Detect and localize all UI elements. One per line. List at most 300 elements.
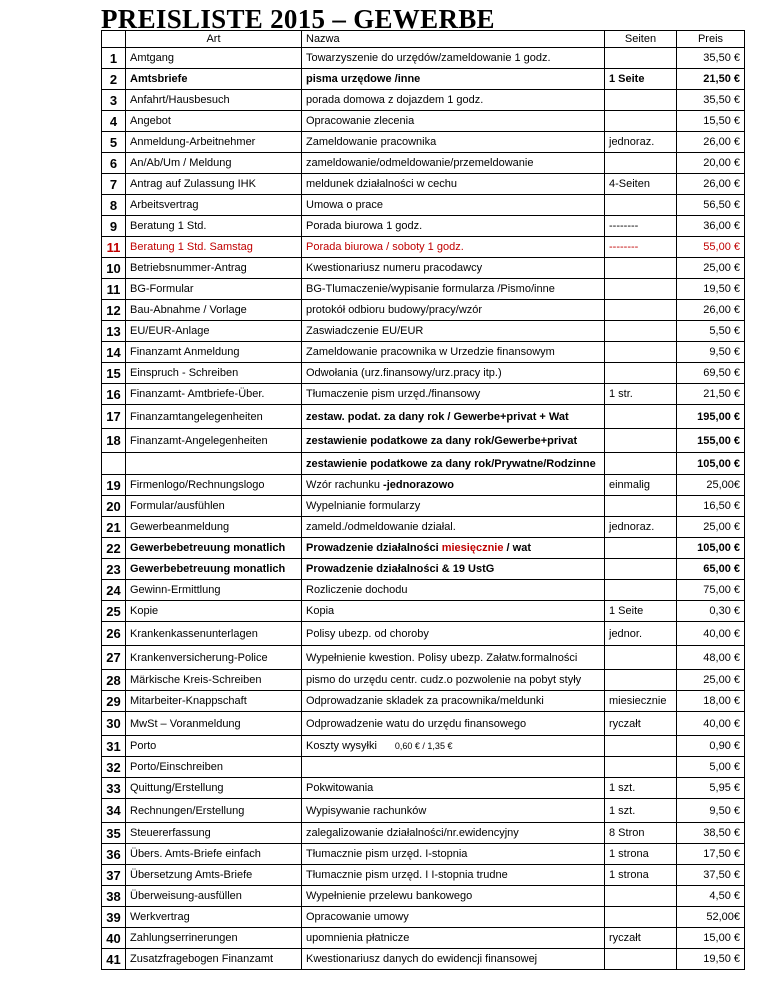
- row-preis: 17,50 €: [677, 844, 745, 865]
- row-nazwa: [302, 258, 605, 279]
- row-art: Mitarbeiter-Knappschaft: [126, 691, 302, 712]
- row-art: MwSt – Voranmeldung: [126, 712, 302, 736]
- row-seiten: [605, 907, 677, 928]
- nazwa-text: Odprowadzenie watu do urzędu finansowego: [306, 717, 527, 730]
- row-number: 12: [102, 300, 126, 321]
- table-row: [102, 712, 745, 736]
- row-preis: 26,00 €: [677, 174, 745, 195]
- table-row: [102, 799, 745, 823]
- row-seiten: [605, 342, 677, 363]
- table-row: [102, 691, 745, 712]
- row-seiten: [605, 429, 677, 453]
- row-preis: 5,00 €: [677, 757, 745, 778]
- row-nazwa: [302, 429, 605, 453]
- row-preis: 69,50 €: [677, 363, 745, 384]
- table-row: [102, 195, 745, 216]
- row-seiten: jednor.: [605, 622, 677, 646]
- row-seiten: 1 strona: [605, 844, 677, 865]
- nazwa-text: upomnienia płatnicze: [306, 932, 410, 944]
- price-table: [101, 30, 745, 970]
- table-row: [102, 646, 745, 670]
- row-preis: 20,00 €: [677, 153, 745, 174]
- row-seiten: [605, 279, 677, 300]
- row-nazwa: [302, 174, 605, 195]
- header-num: [102, 31, 126, 48]
- table-row: [102, 111, 745, 132]
- nazwa-text: Odprowadzanie skladek za pracownika/meldunki: [306, 695, 544, 707]
- row-art: Märkische Kreis-Schreiben: [126, 670, 302, 691]
- table-row: [102, 622, 745, 646]
- row-nazwa: [302, 342, 605, 363]
- row-seiten: [605, 670, 677, 691]
- row-preis: 15,00 €: [677, 928, 745, 949]
- row-number: 18: [102, 429, 126, 453]
- table-row: [102, 429, 745, 453]
- row-nazwa: [302, 559, 605, 580]
- row-preis: 21,50 €: [677, 69, 745, 90]
- row-preis: 40,00 €: [677, 712, 745, 736]
- row-seiten: --------: [605, 216, 677, 237]
- row-seiten: einmalig: [605, 475, 677, 496]
- row-nazwa: [302, 475, 605, 496]
- row-nazwa: [302, 153, 605, 174]
- row-preis: 37,50 €: [677, 865, 745, 886]
- row-seiten: [605, 111, 677, 132]
- row-art: Amtsbriefe: [126, 69, 302, 90]
- row-preis: 19,50 €: [677, 949, 745, 970]
- nazwa-part: Prowadzenie działalności: [306, 563, 442, 575]
- nazwa-text: Odwołania (urz.finansowy/urz.pracy itp.): [306, 367, 502, 379]
- nazwa-text: Porada biurowa / soboty 1 godz.: [306, 241, 464, 253]
- table-row: [102, 321, 745, 342]
- nazwa-text: zestawienie podatkowe za dany rok/Gewerbe+privat: [306, 434, 578, 447]
- header-seiten: Seiten: [605, 31, 677, 48]
- row-number: 39: [102, 907, 126, 928]
- row-nazwa: [302, 778, 605, 799]
- row-art: BG-Formular: [126, 279, 302, 300]
- table-row: [102, 384, 745, 405]
- row-art: Angebot: [126, 111, 302, 132]
- row-seiten: [605, 736, 677, 757]
- nazwa-subnote: 0,60 € / 1,35 €: [394, 741, 453, 751]
- row-seiten: [605, 886, 677, 907]
- row-art: Gewerbebetreuung monatlich: [126, 538, 302, 559]
- table-row: [102, 342, 745, 363]
- table-row: [102, 823, 745, 844]
- table-row: [102, 453, 745, 475]
- row-preis: 35,50 €: [677, 48, 745, 69]
- row-number: 34: [102, 799, 126, 823]
- row-art: Bau-Abnahme / Vorlage: [126, 300, 302, 321]
- table-row: [102, 153, 745, 174]
- row-art: Krankenkassenunterlagen: [126, 622, 302, 646]
- row-nazwa: [302, 886, 605, 907]
- row-seiten: [605, 453, 677, 475]
- row-preis: 155,00 €: [677, 429, 745, 453]
- row-nazwa: [302, 496, 605, 517]
- row-art: Einspruch - Schreiben: [126, 363, 302, 384]
- row-art: Steuererfassung: [126, 823, 302, 844]
- table-row: [102, 559, 745, 580]
- row-nazwa: [302, 799, 605, 823]
- row-number: 21: [102, 517, 126, 538]
- table-row: [102, 670, 745, 691]
- row-preis: 5,50 €: [677, 321, 745, 342]
- row-seiten: [605, 90, 677, 111]
- row-number: 6: [102, 153, 126, 174]
- row-number: 32: [102, 757, 126, 778]
- table-row: [102, 69, 745, 90]
- nazwa-text: pismo do urzędu centr. cudz.o pozwolenie na pobyt styły: [306, 674, 582, 686]
- nazwa-text: zameldowanie/odmeldowanie/przemeldowanie: [306, 157, 534, 169]
- row-preis: 105,00 €: [677, 453, 745, 475]
- row-art: Zusatzfragebogen Finanzamt: [126, 949, 302, 970]
- table-row: [102, 517, 745, 538]
- row-art: [126, 453, 302, 475]
- row-seiten: 1 Seite: [605, 601, 677, 622]
- nazwa-text: Zameldowanie pracownika: [306, 136, 437, 148]
- row-art: Beratung 1 Std.: [126, 216, 302, 237]
- table-row: [102, 865, 745, 886]
- row-nazwa: [302, 538, 605, 559]
- row-number: 8: [102, 195, 126, 216]
- row-number: 38: [102, 886, 126, 907]
- row-nazwa: [302, 949, 605, 970]
- row-seiten: [605, 757, 677, 778]
- row-number: 36: [102, 844, 126, 865]
- table-row: [102, 405, 745, 429]
- row-number: [102, 453, 126, 475]
- row-number: 9: [102, 216, 126, 237]
- row-seiten: ryczałt: [605, 928, 677, 949]
- row-number: 22: [102, 538, 126, 559]
- table-header-row: [102, 31, 745, 48]
- row-preis: 0,90 €: [677, 736, 745, 757]
- row-number: 27: [102, 646, 126, 670]
- row-nazwa: [302, 69, 605, 90]
- row-seiten: [605, 363, 677, 384]
- row-preis: 48,00 €: [677, 646, 745, 670]
- header-nazwa: Nazwa: [302, 31, 605, 48]
- row-number: 13: [102, 321, 126, 342]
- row-art: Firmenlogo/Rechnungslogo: [126, 475, 302, 496]
- row-seiten: 1 Seite: [605, 69, 677, 90]
- row-art: Übersetzung Amts-Briefe: [126, 865, 302, 886]
- row-nazwa: [302, 237, 605, 258]
- row-art: Amtgang: [126, 48, 302, 69]
- nazwa-text: zestawienie podatkowe za dany rok/Prywatne/Rodzinne: [306, 457, 596, 470]
- row-preis: 38,50 €: [677, 823, 745, 844]
- row-nazwa: [302, 517, 605, 538]
- row-preis: 9,50 €: [677, 799, 745, 823]
- row-nazwa: [302, 646, 605, 670]
- nazwa-text: Opracowanie zlecenia: [306, 115, 415, 127]
- row-art: Betriebsnummer-Antrag: [126, 258, 302, 279]
- row-number: 41: [102, 949, 126, 970]
- row-art: Krankenversicherung-Police: [126, 646, 302, 670]
- row-preis: 56,50 €: [677, 195, 745, 216]
- row-preis: 36,00 €: [677, 216, 745, 237]
- row-preis: 105,00 €: [677, 538, 745, 559]
- row-art: Gewerbebetreuung monatlich: [126, 559, 302, 580]
- row-seiten: 8 Stron: [605, 823, 677, 844]
- row-seiten: --------: [605, 237, 677, 258]
- row-seiten: [605, 538, 677, 559]
- nazwa-part: / wat: [503, 542, 531, 554]
- table-row: [102, 538, 745, 559]
- row-art: Finanzamt- Amtbriefe-Über.: [126, 384, 302, 405]
- nazwa-text: Koszty wysyłki: [306, 740, 377, 752]
- row-seiten: [605, 496, 677, 517]
- row-nazwa: [302, 907, 605, 928]
- row-seiten: jednoraz.: [605, 132, 677, 153]
- row-seiten: [605, 153, 677, 174]
- row-seiten: [605, 646, 677, 670]
- row-art: Gewerbeanmeldung: [126, 517, 302, 538]
- row-art: Anfahrt/Hausbesuch: [126, 90, 302, 111]
- row-nazwa: [302, 321, 605, 342]
- nazwa-text: Tłumacznie pism urzęd. I I-stopnia trudne: [306, 869, 508, 881]
- row-number: 11: [102, 279, 126, 300]
- row-nazwa: [302, 691, 605, 712]
- table-row: [102, 237, 745, 258]
- table-row: [102, 279, 745, 300]
- row-seiten: 1 strona: [605, 865, 677, 886]
- row-seiten: 1 szt.: [605, 778, 677, 799]
- row-number: 31: [102, 736, 126, 757]
- row-number: 17: [102, 405, 126, 429]
- row-nazwa: [302, 670, 605, 691]
- row-seiten: [605, 258, 677, 279]
- row-nazwa: [302, 928, 605, 949]
- row-nazwa: [302, 300, 605, 321]
- table-row: [102, 886, 745, 907]
- row-preis: 40,00 €: [677, 622, 745, 646]
- nazwa-text: Towarzyszenie do urzędów/zameldowanie 1 godz.: [306, 52, 551, 64]
- page-title: PREISLISTE 2015 – GEWERBE: [101, 4, 495, 34]
- row-number: 3: [102, 90, 126, 111]
- table-row: [102, 496, 745, 517]
- nazwa-text: meldunek działalności w cechu: [306, 178, 458, 190]
- table-row: [102, 132, 745, 153]
- nazwa-highlight: miesięcznie: [441, 542, 504, 554]
- nazwa-text: porada domowa z dojazdem 1 godz.: [306, 94, 484, 106]
- row-seiten: [605, 300, 677, 321]
- row-preis: 18,00 €: [677, 691, 745, 712]
- row-preis: 65,00 €: [677, 559, 745, 580]
- row-seiten: [605, 949, 677, 970]
- row-art: Finanzamtangelegenheiten: [126, 405, 302, 429]
- row-number: 23: [102, 559, 126, 580]
- nazwa-text: Porada biurowa 1 godz.: [306, 220, 423, 232]
- table-row: [102, 757, 745, 778]
- table-row: [102, 363, 745, 384]
- row-number: 15: [102, 363, 126, 384]
- nazwa-text: pisma urzędowe /inne: [306, 73, 421, 85]
- row-preis: 5,95 €: [677, 778, 745, 799]
- row-preis: 21,50 €: [677, 384, 745, 405]
- row-seiten: [605, 48, 677, 69]
- row-number: 30: [102, 712, 126, 736]
- row-preis: 25,00 €: [677, 517, 745, 538]
- row-nazwa: [302, 216, 605, 237]
- row-nazwa: [302, 736, 605, 757]
- table-row: [102, 844, 745, 865]
- row-nazwa: [302, 844, 605, 865]
- row-nazwa: [302, 601, 605, 622]
- row-preis: 26,00 €: [677, 300, 745, 321]
- nazwa-highlight: & 19 UstG: [441, 563, 495, 575]
- row-preis: 15,50 €: [677, 111, 745, 132]
- row-nazwa: [302, 90, 605, 111]
- row-preis: 75,00 €: [677, 580, 745, 601]
- table-row: [102, 174, 745, 195]
- row-seiten: [605, 580, 677, 601]
- row-number: 26: [102, 622, 126, 646]
- nazwa-text: Wypełnienie kwestion. Polisy ubezp. Załatw.formalności: [306, 651, 578, 664]
- row-preis: 25,00 €: [677, 258, 745, 279]
- row-art: Gewinn-Ermittlung: [126, 580, 302, 601]
- nazwa-text: zalegalizowanie działalności/nr.ewidencyjny: [306, 827, 519, 839]
- row-nazwa: [302, 757, 605, 778]
- nazwa-text: Polisy ubezp. od choroby: [306, 627, 429, 640]
- row-preis: 25,00 €: [677, 670, 745, 691]
- row-nazwa: [302, 195, 605, 216]
- row-nazwa: [302, 712, 605, 736]
- nazwa-text: Tłumaczenie pism urzęd./finansowy: [306, 388, 481, 400]
- nazwa-text: Wypelnianie formularzy: [306, 500, 421, 512]
- table-row: [102, 90, 745, 111]
- nazwa-text: zameld./odmeldowanie działal.: [306, 521, 456, 533]
- row-art: Beratung 1 Std. Samstag: [126, 237, 302, 258]
- nazwa-text: Zaswiadczenie EU/EUR: [306, 325, 424, 337]
- row-preis: 0,30 €: [677, 601, 745, 622]
- row-number: 28: [102, 670, 126, 691]
- row-number: 10: [102, 258, 126, 279]
- row-preis: 26,00 €: [677, 132, 745, 153]
- table-row: [102, 778, 745, 799]
- row-seiten: ryczałt: [605, 712, 677, 736]
- nazwa-text: Umowa o prace: [306, 199, 384, 211]
- table-row: [102, 258, 745, 279]
- row-preis: 16,50 €: [677, 496, 745, 517]
- row-art: Rechnungen/Erstellung: [126, 799, 302, 823]
- nazwa-part: Wzór rachunku: [306, 479, 384, 491]
- nazwa-text: zestaw. podat. za dany rok / Gewerbe+privat + Wat: [306, 410, 569, 423]
- nazwa-text: Wypisywanie rachunków: [306, 804, 427, 817]
- row-seiten: 1 szt.: [605, 799, 677, 823]
- row-nazwa: [302, 363, 605, 384]
- row-art: Anmeldung-Arbeitnehmer: [126, 132, 302, 153]
- row-art: Antrag auf Zulassung IHK: [126, 174, 302, 195]
- row-art: Formular/ausfühlen: [126, 496, 302, 517]
- row-art: EU/EUR-Anlage: [126, 321, 302, 342]
- table-row: [102, 580, 745, 601]
- row-nazwa: [302, 132, 605, 153]
- nazwa-highlight: -jednorazowo: [383, 479, 454, 491]
- row-art: Übers. Amts-Briefe einfach: [126, 844, 302, 865]
- row-number: 16: [102, 384, 126, 405]
- row-art: Porto: [126, 736, 302, 757]
- row-number: 5: [102, 132, 126, 153]
- row-art: Arbeitsvertrag: [126, 195, 302, 216]
- row-nazwa: [302, 384, 605, 405]
- nazwa-text: protokół odbioru budowy/pracy/wzór: [306, 304, 483, 316]
- row-preis: 25,00€: [677, 475, 745, 496]
- row-preis: 195,00 €: [677, 405, 745, 429]
- nazwa-text: Opracowanie umowy: [306, 911, 409, 923]
- nazwa-text: Kwestionariusz numeru pracodawcy: [306, 262, 483, 274]
- row-art: An/Ab/Um / Meldung: [126, 153, 302, 174]
- row-nazwa: [302, 48, 605, 69]
- row-number: 2: [102, 69, 126, 90]
- row-seiten: 1 str.: [605, 384, 677, 405]
- row-number: 33: [102, 778, 126, 799]
- nazwa-text: Pokwitowania: [306, 782, 374, 794]
- row-seiten: jednoraz.: [605, 517, 677, 538]
- table-row: [102, 300, 745, 321]
- table-row: [102, 949, 745, 970]
- row-nazwa: [302, 580, 605, 601]
- row-art: Werkvertrag: [126, 907, 302, 928]
- row-preis: 19,50 €: [677, 279, 745, 300]
- row-seiten: [605, 195, 677, 216]
- row-nazwa: [302, 823, 605, 844]
- row-number: 1: [102, 48, 126, 69]
- row-number: 24: [102, 580, 126, 601]
- nazwa-text: Kopia: [306, 605, 335, 617]
- nazwa-text: Wypełnienie przelewu bankowego: [306, 890, 473, 902]
- row-nazwa: [302, 453, 605, 475]
- nazwa-text: Zameldowanie pracownika w Urzedzie finansowym: [306, 346, 555, 358]
- row-number: 25: [102, 601, 126, 622]
- table-row: [102, 736, 745, 757]
- row-nazwa: [302, 405, 605, 429]
- row-number: 37: [102, 865, 126, 886]
- table-row: [102, 907, 745, 928]
- header-art: Art: [126, 31, 302, 48]
- row-number: 29: [102, 691, 126, 712]
- row-nazwa: [302, 111, 605, 132]
- row-art: Porto/Einschreiben: [126, 757, 302, 778]
- row-number: 40: [102, 928, 126, 949]
- row-seiten: 4-Seiten: [605, 174, 677, 195]
- table-row: [102, 928, 745, 949]
- row-number: 20: [102, 496, 126, 517]
- table-row: [102, 601, 745, 622]
- row-number: 7: [102, 174, 126, 195]
- row-preis: 9,50 €: [677, 342, 745, 363]
- row-number: 4: [102, 111, 126, 132]
- row-art: Quittung/Erstellung: [126, 778, 302, 799]
- row-number: 14: [102, 342, 126, 363]
- nazwa-text: Kwestionariusz danych do ewidencji finansowej: [306, 953, 538, 965]
- table-row: [102, 216, 745, 237]
- nazwa-text: Rozliczenie dochodu: [306, 584, 408, 596]
- row-art: Finanzamt-Angelegenheiten: [126, 429, 302, 453]
- row-preis: 52,00€: [677, 907, 745, 928]
- row-art: Kopie: [126, 601, 302, 622]
- row-nazwa: [302, 865, 605, 886]
- row-preis: 35,50 €: [677, 90, 745, 111]
- header-preis: Preis: [677, 31, 745, 48]
- row-nazwa: [302, 622, 605, 646]
- row-art: Finanzamt Anmeldung: [126, 342, 302, 363]
- nazwa-text: BG-Tlumaczenie/wypisanie formularza /Pismo/inne: [306, 283, 555, 295]
- table-row: [102, 475, 745, 496]
- row-preis: 4,50 €: [677, 886, 745, 907]
- nazwa-part: Prowadzenie działalności: [306, 542, 442, 554]
